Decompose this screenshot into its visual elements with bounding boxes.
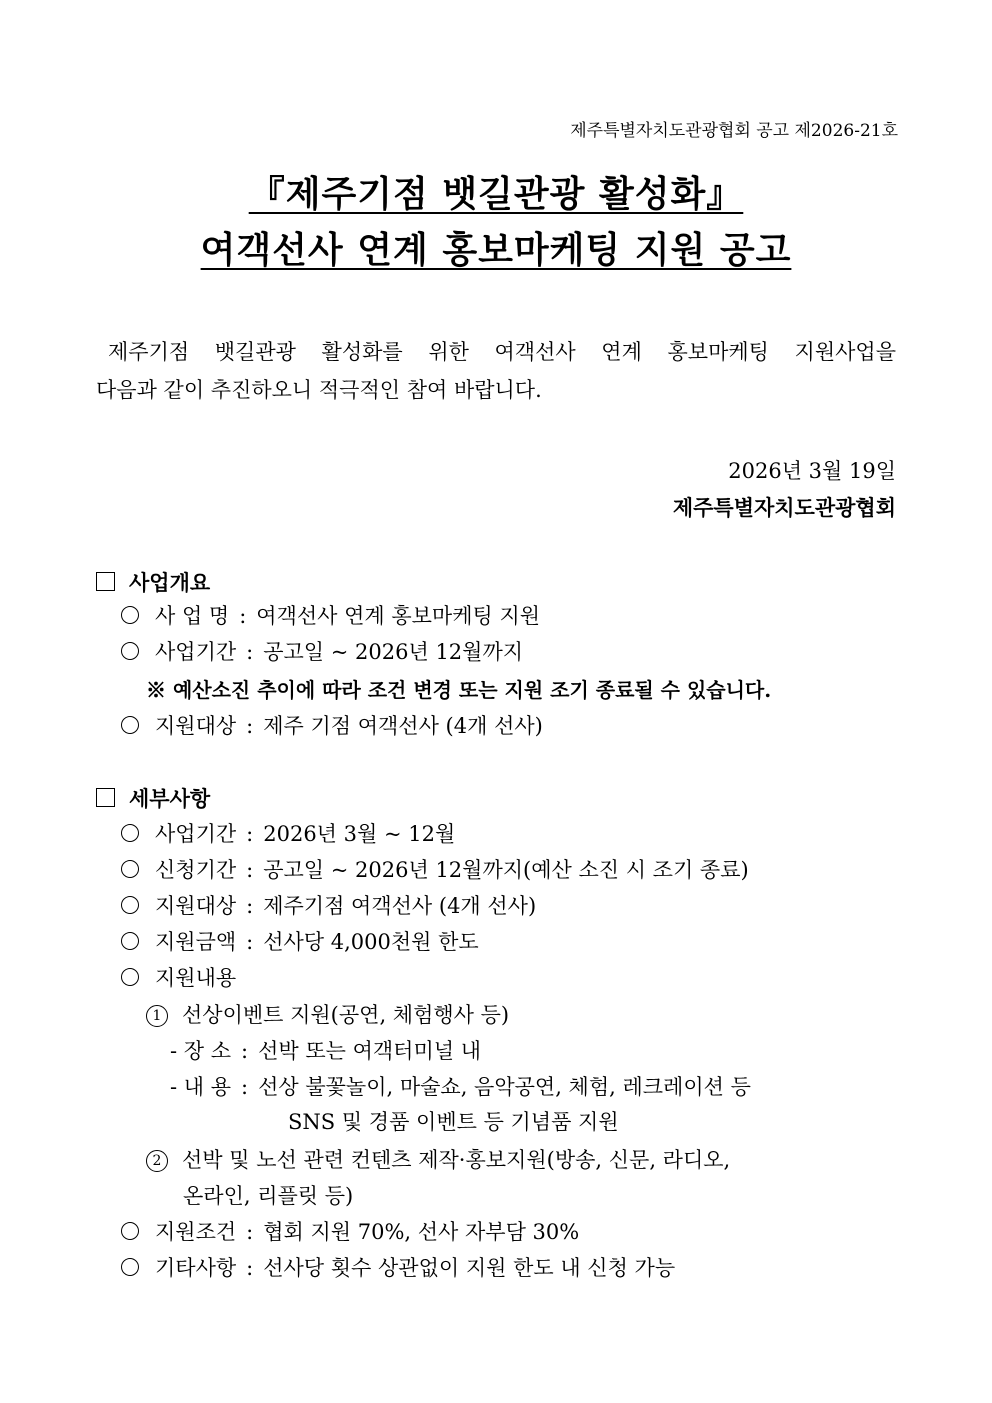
- details-item-other: 기타사항 : 선사당 횟수 상관없이 지원 한도 내 신청 가능: [121, 1253, 675, 1283]
- details-item-period: 사업기간 : 2026년 3월 ~ 12월: [121, 819, 455, 849]
- sub-item-text: 선상이벤트 지원(공연, 체험행사 등): [182, 1003, 510, 1027]
- title-line-2: 여객선사 연계 홍보마케팅 지원 공고: [200, 230, 792, 271]
- overview-note: ※ 예산소진 추이에 따라 조건 변경 또는 지원 조기 종료될 수 있습니다.: [146, 678, 772, 702]
- intro-line-1: 제주기점 뱃길관광 활성화를 위한 여객선사 연계 홍보마케팅 지원사업을: [108, 340, 896, 364]
- item-value: 선상 불꽃놀이, 마술쇼, 음악공연, 체험, 레크레이션 등: [258, 1075, 751, 1099]
- details-item-conditions: 지원조건 : 협회 지원 70%, 선사 자부담 30%: [121, 1217, 579, 1247]
- overview-item-target: 지원대상 : 제주 기점 여객선사 (4개 선사): [121, 711, 543, 741]
- support-sub-item-2-continued: 온라인, 리플릿 등): [183, 1184, 354, 1208]
- intro-line-2: 다음과 같이 추진하오니 적극적인 참여 바랍니다.: [96, 378, 542, 402]
- item-value: 제주 기점 여객선사 (4개 선사): [263, 714, 543, 738]
- support-sub-item-1: [146, 1000, 509, 1030]
- sub-item-text: 선박 및 노선 관련 컨텐츠 제작·홍보지원(방송, 신문, 라디오,: [182, 1148, 731, 1172]
- details-item-application: 신청기간 : 공고일 ~ 2026년 12월까지(예산 소진 시 조기 종료): [121, 855, 749, 885]
- item-label: 지원조건: [155, 1220, 237, 1244]
- circle-bullet-icon: [121, 606, 139, 624]
- item-label: 신청기간: [155, 858, 237, 882]
- section-heading-overview: 사업개요: [96, 567, 210, 597]
- circle-bullet-icon: [121, 1258, 139, 1276]
- item-label: 사업기간: [155, 822, 237, 846]
- item-value: 제주기점 여객선사 (4개 선사): [263, 894, 537, 918]
- item-label: 지원금액: [155, 930, 237, 954]
- item-label: 기타사항: [155, 1256, 237, 1280]
- announcement-date: 2026년 3월 19일: [728, 459, 896, 483]
- support-content: - 내 용 : 선상 불꽃놀이, 마술쇼, 음악공연, 체험, 레크레이션 등: [170, 1072, 751, 1102]
- item-label: 지원내용: [155, 966, 237, 990]
- details-item-target: 지원대상 : 제주기점 여객선사 (4개 선사): [121, 891, 536, 921]
- details-item-content: [121, 963, 236, 993]
- circled-number: 2: [146, 1150, 168, 1172]
- item-value: 선사당 횟수 상관없이 지원 한도 내 신청 가능: [263, 1256, 676, 1280]
- circled-number: 1: [146, 1005, 168, 1027]
- circle-bullet-icon: [121, 860, 139, 878]
- item-label: 지원대상: [155, 894, 237, 918]
- issuer-name: 제주특별자치도관광협회: [672, 495, 896, 520]
- support-content-continued: SNS 및 경품 이벤트 등 기념품 지원: [288, 1110, 619, 1134]
- item-value: 공고일 ~ 2026년 12월까지(예산 소진 시 조기 종료): [263, 858, 749, 882]
- circle-bullet-icon: [121, 642, 139, 660]
- item-value: 여객선사 연계 홍보마케팅 지원: [256, 604, 541, 628]
- circle-bullet-icon: [121, 896, 139, 914]
- overview-item-name: 사 업 명 : 여객선사 연계 홍보마케팅 지원: [121, 601, 540, 631]
- section-heading-details: 세부사항: [96, 783, 210, 813]
- support-sub-item-2: [146, 1145, 730, 1175]
- item-value: 2026년 3월 ~ 12월: [263, 822, 456, 846]
- item-label: - 장 소: [170, 1039, 232, 1063]
- circle-bullet-icon: [121, 716, 139, 734]
- circle-bullet-icon: [121, 824, 139, 842]
- item-value: 공고일 ~ 2026년 12월까지: [263, 640, 524, 664]
- item-label: 사 업 명: [155, 604, 230, 628]
- circle-bullet-icon: [121, 932, 139, 950]
- checkbox-square-icon: [96, 788, 115, 807]
- circle-bullet-icon: [121, 1222, 139, 1240]
- document-number: 제주특별자치도관광협회 공고 제2026-21호: [570, 121, 898, 141]
- support-place: - 장 소 : 선박 또는 여객터미널 내: [170, 1036, 481, 1066]
- item-value: 선박 또는 여객터미널 내: [258, 1039, 481, 1063]
- item-label: - 내 용: [170, 1075, 232, 1099]
- item-value: 선사당 4,000천원 한도: [263, 930, 479, 954]
- overview-item-period: 사업기간 : 공고일 ~ 2026년 12월까지: [121, 637, 523, 667]
- item-label: 사업기간: [155, 640, 237, 664]
- item-value: 협회 지원 70%, 선사 자부담 30%: [263, 1220, 580, 1244]
- details-item-amount: 지원금액 : 선사당 4,000천원 한도: [121, 927, 479, 957]
- item-label: 지원대상: [155, 714, 237, 738]
- title-line-1: 『제주기점 뱃길관광 활성화』: [248, 174, 744, 215]
- circle-bullet-icon: [121, 968, 139, 986]
- checkbox-square-icon: [96, 572, 115, 591]
